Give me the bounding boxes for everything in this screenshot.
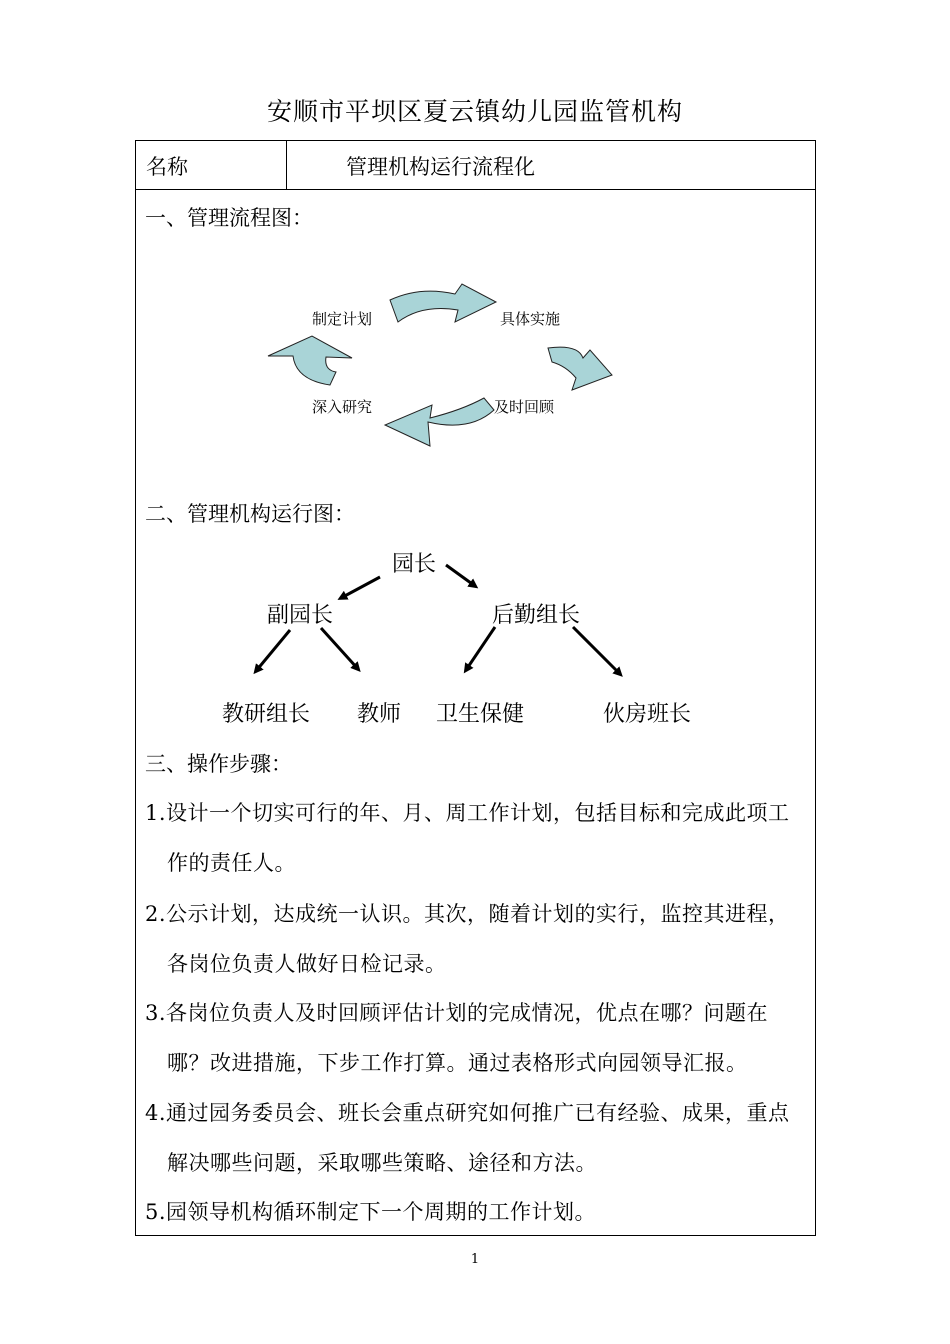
- cycle-arrow-top: [390, 284, 496, 322]
- cycle-step-1: 制定计划: [312, 310, 373, 328]
- step-4-line-2: 解决哪些问题，采取哪些策略、途径和方法。: [167, 1151, 597, 1175]
- org-node-right-a: 卫生保健: [436, 702, 525, 727]
- cycle-step-2: 具体实施: [500, 310, 561, 328]
- cycle-arrow-bottom: [385, 398, 494, 446]
- org-node-left-b: 教师: [357, 702, 402, 727]
- step-3-line-2: 哪？改进措施，下步工作打算。通过表格形式向园领导汇报。: [167, 1051, 748, 1075]
- name-value: 管理机构运行流程化: [346, 155, 535, 179]
- cycle-step-3: 及时回顾: [494, 398, 555, 416]
- step-2-line-1: 2.公示计划，达成统一认识。其次，随着计划的实行，监控其进程，: [145, 902, 790, 926]
- org-arrow-left-b: [321, 628, 358, 669]
- section3-heading: 三、操作步骤：: [145, 752, 292, 776]
- org-arrow-left-a: [256, 630, 290, 671]
- cycle-step-4: 深入研究: [312, 398, 373, 416]
- step-1-line-2: 作的责任人。: [167, 851, 296, 875]
- step-5-line-1: 5.园领导机构循环制定下一个周期的工作计划。: [145, 1200, 597, 1224]
- document-title: 安顺市平坝区夏云镇幼儿园监管机构: [266, 97, 683, 126]
- section1-heading: 一、管理流程图：: [145, 206, 313, 230]
- org-arrow-right-b: [573, 627, 620, 674]
- section2-heading: 二、管理机构运行图：: [145, 502, 355, 526]
- step-1-line-1: 1.设计一个切实可行的年、月、周工作计划，包括目标和完成此项工: [145, 801, 790, 825]
- cycle-arrow-right: [548, 347, 612, 390]
- cycle-arrow-left: [268, 336, 352, 385]
- org-arrow-right-a: [466, 627, 495, 670]
- org-arrow-root-left: [341, 577, 380, 598]
- org-arrow-root-right: [446, 565, 475, 586]
- name-label: 名称: [146, 155, 188, 179]
- step-3-line-1: 3.各岗位负责人及时回顾评估计划的完成情况，优点在哪？问题在: [145, 1001, 769, 1025]
- step-2-line-2: 各岗位负责人做好日检记录。: [167, 952, 447, 976]
- org-node-right-b: 伙房班长: [603, 702, 692, 727]
- step-4-line-1: 4.通过园务委员会、班长会重点研究如何推广已有经验、成果，重点: [145, 1101, 790, 1125]
- page-number: 1: [470, 1252, 480, 1267]
- org-node-left-a: 教研组长: [222, 702, 311, 727]
- org-node-root: 园长: [392, 552, 437, 577]
- org-node-left: 副园长: [267, 603, 334, 628]
- org-node-right: 后勤组长: [492, 603, 581, 628]
